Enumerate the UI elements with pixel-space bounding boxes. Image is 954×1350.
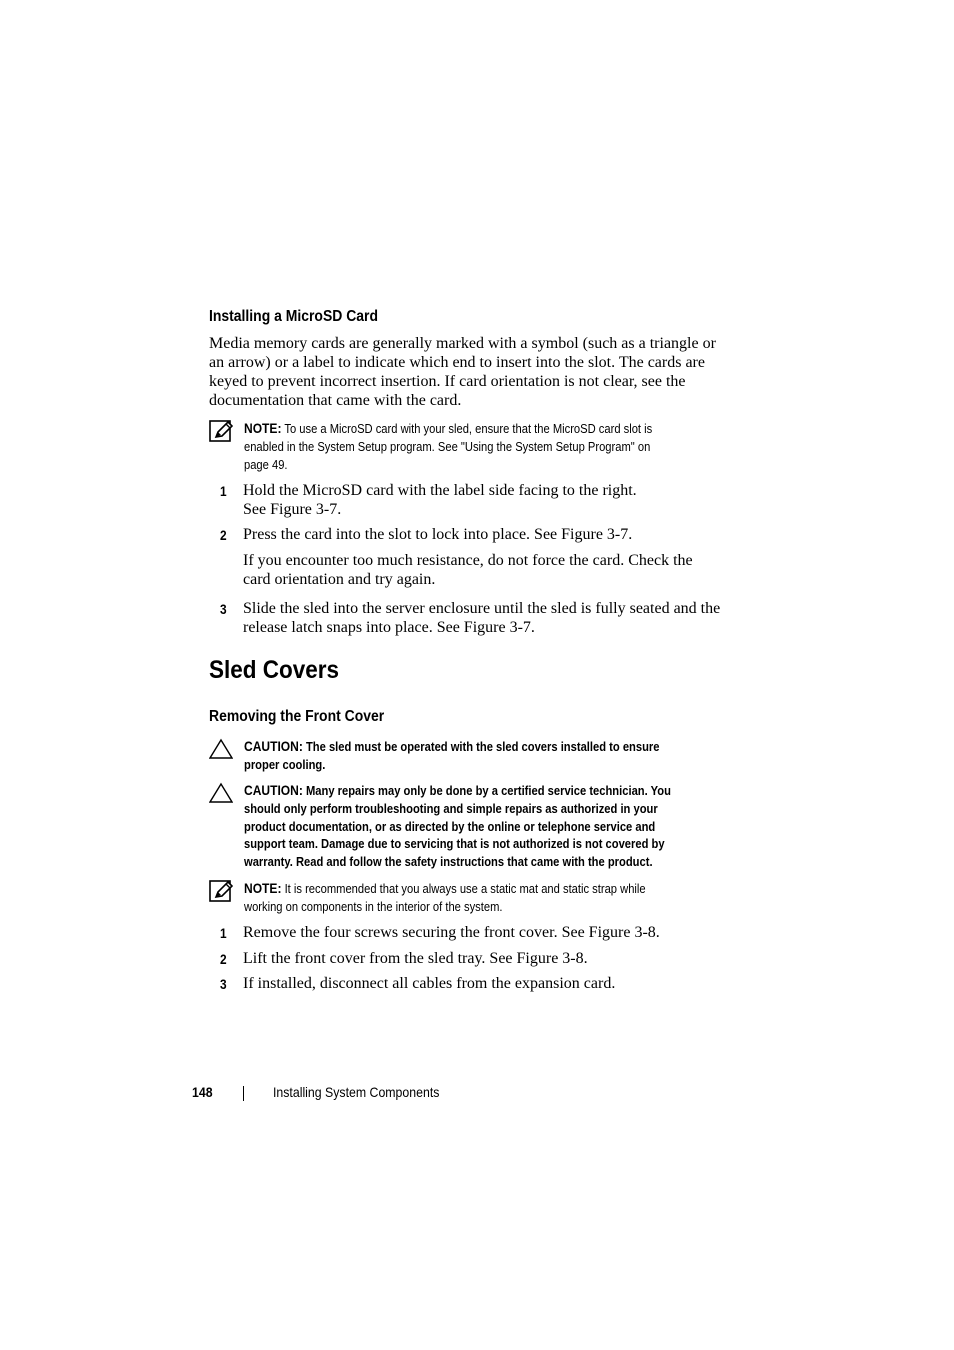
caution-line: proper cooling. — [244, 756, 326, 772]
text-line: Media memory cards are generally marked with a symbol (such as a triangle or — [209, 335, 716, 352]
note-line: To use a MicroSD card with your sled, ensure that the MicroSD card slot is — [284, 421, 653, 436]
caution-line: support team. Damage due to servicing that is not authorized is not covered by — [244, 836, 665, 852]
note-pencil-icon — [209, 880, 233, 902]
note-line: It is recommended that you always use a static mat and static strap while — [284, 881, 646, 896]
step-2 — [209, 525, 729, 544]
step-number: 2 — [220, 527, 227, 543]
text-line: keyed to prevent incorrect insertion. If card orientation is not clear, see the — [209, 373, 686, 390]
step-text: Hold the MicroSD card with the label side facing to the right. — [243, 482, 637, 499]
caution-triangle-icon — [209, 782, 233, 804]
caution-line: The sled must be operated with the sled covers installed to ensure — [305, 739, 660, 754]
chapter-section-title: Sled Covers — [209, 656, 340, 684]
footer-chapter-title: Installing System Components — [273, 1084, 440, 1100]
step-text: Lift the front cover from the sled tray. See Figure 3-8. — [243, 950, 588, 967]
caution-line: product documentation, or as directed by the online or telephone service and — [244, 818, 656, 834]
step-remove-3 — [209, 974, 729, 993]
section-heading-microsd: Installing a MicroSD Card — [209, 308, 378, 325]
note-line: working on components in the interior of the system. — [244, 898, 503, 914]
note-static — [209, 880, 729, 918]
step-text: card orientation and try again. — [243, 571, 436, 588]
caution-line: Many repairs may only be done by a certified service technician. You — [305, 783, 671, 798]
step-number: 1 — [220, 925, 227, 941]
footer-separator — [243, 1086, 244, 1101]
step-2-detail — [209, 551, 729, 589]
note-pencil-icon — [209, 420, 233, 442]
caution-label: CAUTION: — [244, 782, 303, 798]
text-line: an arrow) or a label to indicate which end to insert into the slot. The cards are — [209, 354, 705, 371]
section-heading-front-cover: Removing the Front Cover — [209, 708, 385, 725]
step-text: release latch snaps into place. See Figure 3-7. — [243, 619, 535, 636]
note-text — [244, 880, 726, 916]
text-line: documentation that came with the card. — [209, 392, 462, 409]
note-line: page 49. — [244, 456, 288, 472]
step-number: 2 — [220, 951, 227, 967]
step-number: 3 — [220, 601, 227, 617]
caution-text — [244, 782, 726, 871]
step-text: Remove the four screws securing the front cover. See Figure 3-8. — [243, 924, 660, 941]
caution-text — [244, 738, 726, 774]
note-line: enabled in the System Setup program. See "Using the System Setup Program" on — [244, 438, 651, 454]
step-remove-1 — [209, 923, 729, 942]
page-number: 148 — [192, 1084, 213, 1100]
step-1 — [209, 481, 729, 519]
step-text: See Figure 3-7. — [243, 501, 342, 518]
step-text: Press the card into the slot to lock into place. See Figure 3-7. — [243, 526, 633, 543]
step-text: If installed, disconnect all cables from the expansion card. — [243, 975, 616, 992]
caution-line: should only perform troubleshooting and simple repairs as authorized in your — [244, 800, 658, 816]
caution-covers — [209, 738, 729, 776]
caution-repairs — [209, 782, 729, 872]
caution-line: warranty. Read and follow the safety instructions that came with the product. — [244, 854, 653, 870]
caution-triangle-icon — [209, 738, 233, 760]
step-3 — [209, 599, 729, 637]
intro-paragraph — [209, 334, 721, 410]
note-label: NOTE: — [244, 880, 282, 896]
note-text — [244, 420, 726, 473]
step-remove-2 — [209, 949, 729, 968]
note-microsd — [209, 420, 729, 476]
step-text: If you encounter too much resistance, do not force the card. Check the — [243, 552, 693, 569]
step-number: 1 — [220, 483, 227, 499]
step-text: Slide the sled into the server enclosure until the sled is fully seated and the — [243, 600, 721, 617]
note-label: NOTE: — [244, 420, 282, 436]
caution-label: CAUTION: — [244, 738, 303, 754]
step-number: 3 — [220, 976, 227, 992]
